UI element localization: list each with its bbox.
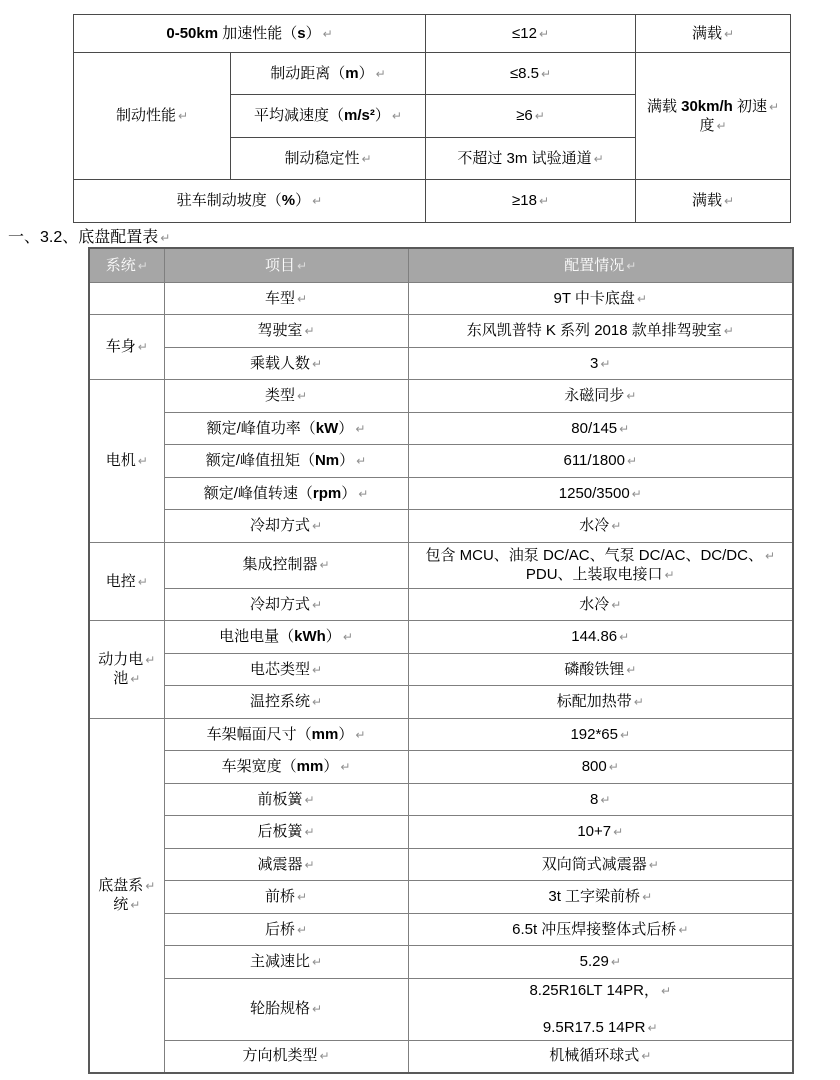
- item-cell: 方向机类型 ↵: [164, 1040, 408, 1073]
- value-cell: 6.5t 冲压焊接整体式后桥 ↵: [408, 913, 793, 946]
- return-mark: ↵: [631, 486, 642, 501]
- return-mark: ↵: [311, 1002, 323, 1017]
- item-label: 制动稳定性: [284, 149, 360, 167]
- return-mark: ↵: [611, 519, 622, 533]
- value-line: 9.5R17.5 14PR ↵: [542, 1019, 658, 1036]
- table-row: [89, 848, 793, 881]
- condition-text: 满载: [691, 24, 722, 42]
- return-mark: ↵: [600, 356, 611, 371]
- return-mark: ↵: [541, 66, 552, 81]
- table-row: [74, 180, 791, 223]
- return-mark: ↵: [304, 857, 315, 872]
- table-row: [89, 686, 793, 719]
- return-mark: ↵: [642, 890, 653, 904]
- value-line: PDU、上装取电接口 ↵: [525, 566, 675, 583]
- item-cell: 车架幅面尺寸（mm） ↵: [164, 718, 408, 751]
- value-text: ≥6: [516, 107, 533, 125]
- item-cell: 额定/峰值转速（rpm） ↵: [164, 477, 408, 510]
- return-mark: ↵: [304, 324, 315, 338]
- item-label: 驻车制动坡度（%）: [176, 192, 311, 210]
- return-mark: ↵: [130, 672, 141, 687]
- return-mark: ↵: [355, 727, 366, 742]
- table-row: [89, 542, 793, 588]
- table-row: [89, 816, 793, 849]
- value-cell: 双向筒式减震器 ↵: [408, 848, 793, 881]
- return-mark: ↵: [145, 652, 156, 667]
- condition-cell: [636, 180, 791, 223]
- return-mark: ↵: [664, 568, 675, 582]
- value-cell: [426, 95, 636, 138]
- table-row: [89, 588, 793, 621]
- return-mark: ↵: [296, 922, 308, 937]
- table-row: [89, 718, 793, 751]
- item-cell: 冷却方式 ↵: [164, 510, 408, 543]
- return-mark: ↵: [769, 99, 780, 114]
- return-mark: ↵: [311, 356, 323, 371]
- column-header-item: 项目 ↵: [164, 248, 408, 282]
- condition-cell: [636, 15, 791, 53]
- value-line: 8.25R16LT 14PR， ↵: [529, 981, 672, 999]
- return-mark: ↵: [716, 119, 727, 133]
- table-row: [74, 53, 791, 95]
- return-mark: ↵: [358, 486, 369, 501]
- value-cell: [408, 978, 793, 1040]
- value-cell: [408, 542, 793, 588]
- return-mark: ↵: [600, 792, 611, 807]
- value-cell: 10+7 ↵: [408, 816, 793, 849]
- table-row: [89, 282, 793, 315]
- value-cell: 水冷 ↵: [408, 588, 793, 621]
- value-cell: 1250/3500 ↵: [408, 477, 793, 510]
- item-cell: 后板簧 ↵: [164, 816, 408, 849]
- item-cell: 车架宽度（mm） ↵: [164, 751, 408, 784]
- value-cell: 水冷 ↵: [408, 510, 793, 543]
- return-mark: ↵: [361, 151, 372, 166]
- return-mark: ↵: [619, 421, 630, 436]
- item-cell: 集成控制器 ↵: [164, 542, 408, 588]
- value-cell: 3 ↵: [408, 347, 793, 380]
- return-mark: ↵: [137, 258, 148, 273]
- return-mark: ↵: [137, 454, 148, 468]
- return-mark: ↵: [356, 454, 367, 468]
- item-cell: 额定/峰值扭矩（Nm） ↵: [164, 445, 408, 478]
- return-mark: ↵: [648, 857, 659, 872]
- value-cell: 5.29 ↵: [408, 946, 793, 979]
- condition-line: 度 ↵: [699, 117, 727, 134]
- return-mark: ↵: [626, 454, 637, 468]
- item-cell: 前板簧 ↵: [164, 783, 408, 816]
- value-cell: 800 ↵: [408, 751, 793, 784]
- value-text: ≥18: [512, 192, 537, 210]
- group-cell-braking: [74, 53, 231, 180]
- empty-system-cell: [89, 282, 164, 315]
- group-label: 制动性能: [115, 107, 176, 125]
- value-cell: 3t 工字梁前桥 ↵: [408, 881, 793, 914]
- table-row: [89, 315, 793, 348]
- item-cell: 车型 ↵: [164, 282, 408, 315]
- return-mark: ↵: [633, 695, 644, 709]
- item-cell: [231, 53, 426, 95]
- item-cell: 类型 ↵: [164, 380, 408, 413]
- item-cell: 主减速比 ↵: [164, 946, 408, 979]
- table-row: [89, 783, 793, 816]
- table-row: [89, 946, 793, 979]
- column-header-system: 系统 ↵: [89, 248, 164, 282]
- item-label: 平均减速度（m/s²）: [254, 107, 390, 125]
- item-cell: 轮胎规格 ↵: [164, 978, 408, 1040]
- table-row: [89, 653, 793, 686]
- return-mark: ↵: [660, 983, 672, 998]
- value-cell: [426, 138, 636, 180]
- return-mark: ↵: [611, 597, 622, 612]
- return-mark: ↵: [312, 194, 323, 209]
- table-row: [89, 510, 793, 543]
- return-mark: ↵: [340, 760, 351, 774]
- blank-line: [413, 1000, 789, 1018]
- return-mark: ↵: [296, 291, 308, 306]
- value-cell: 东风凯普特 K 系列 2018 款单排驾驶室 ↵: [408, 315, 793, 348]
- value-cell: 80/145 ↵: [408, 412, 793, 445]
- return-mark: ↵: [678, 922, 689, 937]
- return-mark: ↵: [145, 878, 156, 893]
- table-row: [89, 881, 793, 914]
- condition-line: 满载 30km/h 初速 ↵: [646, 97, 780, 115]
- section-heading: [8, 224, 170, 247]
- item-cell: 后桥 ↵: [164, 913, 408, 946]
- item-cell: 额定/峰值功率（kW） ↵: [164, 412, 408, 445]
- condition-cell: [636, 53, 791, 180]
- return-mark: ↵: [723, 194, 735, 209]
- table-row: [89, 347, 793, 380]
- item-cell: 前桥 ↵: [164, 881, 408, 914]
- item-cell: [74, 180, 426, 223]
- return-mark: ↵: [160, 231, 171, 245]
- return-mark: ↵: [647, 1021, 658, 1035]
- table-row: [89, 477, 793, 510]
- value-cell: 标配加热带 ↵: [408, 686, 793, 719]
- return-mark: ↵: [636, 291, 647, 306]
- value-text: 不超过 3m 试验通道: [457, 149, 592, 167]
- item-cell: 温控系统 ↵: [164, 686, 408, 719]
- return-mark: ↵: [610, 955, 621, 969]
- condition-text: 满载: [691, 192, 722, 210]
- table-row: [89, 1040, 793, 1073]
- return-mark: ↵: [296, 389, 308, 403]
- return-mark: ↵: [311, 662, 323, 677]
- return-mark: ↵: [342, 630, 353, 644]
- return-mark: ↵: [723, 26, 735, 41]
- return-mark: ↵: [626, 662, 637, 677]
- return-mark: ↵: [319, 1049, 330, 1064]
- return-mark: ↵: [626, 389, 637, 403]
- group-cell-chassis: 底盘系 ↵ 统 ↵: [89, 718, 164, 1073]
- item-cell: 减震器 ↵: [164, 848, 408, 881]
- return-mark: ↵: [538, 194, 549, 209]
- chassis-config-table: [88, 247, 794, 1074]
- return-mark: ↵: [534, 109, 545, 124]
- return-mark: ↵: [608, 760, 619, 774]
- return-mark: ↵: [355, 421, 366, 436]
- return-mark: ↵: [177, 109, 189, 124]
- item-cell: 电池电量（kWh） ↵: [164, 621, 408, 654]
- group-cell-motor: 电机 ↵: [89, 380, 164, 543]
- return-mark: ↵: [641, 1049, 652, 1064]
- item-cell: 乘载人数 ↵: [164, 347, 408, 380]
- return-mark: ↵: [296, 890, 308, 904]
- return-mark: ↵: [137, 574, 148, 589]
- value-cell: 192*65 ↵: [408, 718, 793, 751]
- value-line: 包含 MCU、油泵 DC/AC、气泵 DC/AC、DC/DC、 ↵: [425, 546, 776, 564]
- return-mark: ↵: [311, 597, 323, 612]
- value-cell: [426, 53, 636, 95]
- value-cell: 8 ↵: [408, 783, 793, 816]
- return-mark: ↵: [304, 792, 315, 807]
- return-mark: ↵: [311, 695, 323, 709]
- value-text: ≤12: [512, 24, 537, 42]
- item-cell: [231, 95, 426, 138]
- item-cell: 电芯类型 ↵: [164, 653, 408, 686]
- table-row: [89, 978, 793, 1040]
- return-mark: ↵: [626, 258, 637, 273]
- table-row: [89, 913, 793, 946]
- column-header-value: 配置情况 ↵: [408, 248, 793, 282]
- return-mark: ↵: [311, 955, 323, 969]
- return-mark: ↵: [613, 825, 624, 839]
- return-mark: ↵: [319, 558, 330, 573]
- value-text: ≤8.5: [509, 64, 540, 82]
- item-cell: [74, 15, 426, 53]
- return-mark: ↵: [304, 825, 315, 839]
- item-label: 0-50km 加速性能（s）: [166, 24, 321, 42]
- table-row: [74, 15, 791, 53]
- return-mark: ↵: [619, 630, 630, 644]
- return-mark: ↵: [322, 26, 333, 41]
- section-heading-text: 一、3.2、底盘配置表: [8, 229, 159, 246]
- item-cell: [231, 138, 426, 180]
- return-mark: ↵: [723, 324, 734, 338]
- return-mark: ↵: [137, 340, 148, 355]
- value-cell: 磷酸铁锂 ↵: [408, 653, 793, 686]
- return-mark: ↵: [375, 66, 386, 81]
- table-row: [89, 445, 793, 478]
- return-mark: ↵: [130, 898, 141, 912]
- group-cell-battery: 动力电 ↵ 池 ↵: [89, 621, 164, 719]
- return-mark: ↵: [593, 151, 604, 166]
- item-cell: 冷却方式 ↵: [164, 588, 408, 621]
- group-cell-body: 车身 ↵: [89, 315, 164, 380]
- value-cell: [426, 180, 636, 223]
- value-cell: 144.86 ↵: [408, 621, 793, 654]
- table-row: [89, 412, 793, 445]
- header-row: [89, 248, 793, 282]
- return-mark: ↵: [391, 109, 402, 124]
- performance-spec-table: [73, 14, 791, 223]
- value-cell: 机械循环球式 ↵: [408, 1040, 793, 1073]
- value-cell: [426, 15, 636, 53]
- item-label: 制动距离（m）: [270, 64, 374, 82]
- return-mark: ↵: [764, 548, 776, 563]
- return-mark: ↵: [538, 26, 549, 41]
- table-row: [89, 751, 793, 784]
- table-row: [89, 621, 793, 654]
- return-mark: ↵: [620, 727, 631, 742]
- return-mark: ↵: [311, 519, 323, 533]
- value-cell: 611/1800 ↵: [408, 445, 793, 478]
- return-mark: ↵: [296, 258, 308, 273]
- group-cell-econtrol: 电控 ↵: [89, 542, 164, 621]
- item-cell: 驾驶室 ↵: [164, 315, 408, 348]
- table-row: [89, 380, 793, 413]
- value-cell: 9T 中卡底盘 ↵: [408, 282, 793, 315]
- value-cell: 永磁同步 ↵: [408, 380, 793, 413]
